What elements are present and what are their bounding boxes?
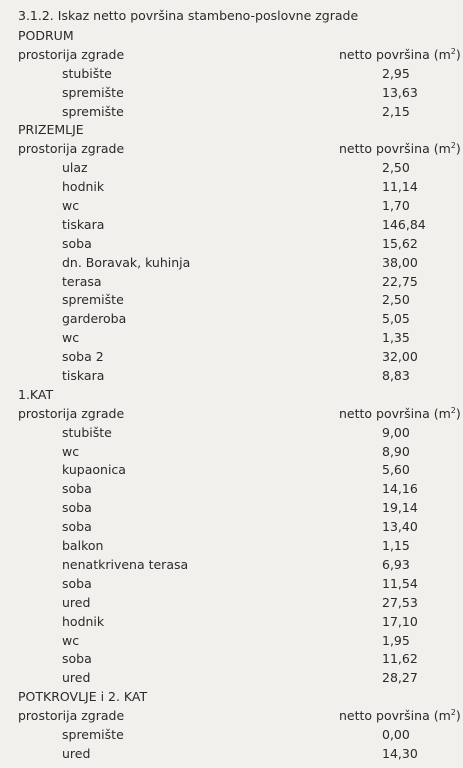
room-row bbox=[0, 367, 463, 386]
section-label: PRIZEMLJE bbox=[18, 122, 84, 138]
room-name: hodnik bbox=[62, 179, 105, 195]
room-name: soba bbox=[62, 519, 92, 535]
room-row bbox=[0, 329, 463, 348]
column-header-area-close: ) bbox=[455, 141, 461, 157]
room-row bbox=[0, 235, 463, 254]
room-name: soba bbox=[62, 500, 92, 516]
room-area: 0,00 bbox=[382, 726, 410, 742]
room-row bbox=[0, 537, 463, 556]
room-area: 146,84 bbox=[382, 216, 426, 232]
room-area: 17,10 bbox=[382, 613, 418, 629]
room-name: ured bbox=[62, 594, 91, 610]
room-row bbox=[0, 480, 463, 499]
room-row bbox=[0, 499, 463, 518]
room-name: spremište bbox=[62, 103, 124, 119]
room-row bbox=[0, 613, 463, 632]
room-area: 2,50 bbox=[382, 292, 410, 308]
room-name: ulaz bbox=[62, 160, 88, 176]
room-row bbox=[0, 159, 463, 178]
room-area: 15,62 bbox=[382, 235, 418, 251]
room-row bbox=[0, 650, 463, 669]
room-row bbox=[0, 461, 463, 480]
column-header-area-text: netto površina (m bbox=[339, 46, 451, 62]
column-header-area-text: netto površina (m bbox=[339, 708, 451, 724]
column-header-area-close: ) bbox=[455, 708, 461, 724]
room-row bbox=[0, 103, 463, 122]
room-area: 8,90 bbox=[382, 443, 410, 459]
room-name: soba bbox=[62, 235, 92, 251]
room-area: 27,53 bbox=[382, 594, 418, 610]
room-row bbox=[0, 726, 463, 745]
column-header-area-unit-exponent: 2 bbox=[450, 141, 456, 151]
section-label: POTKROVLJE i 2. KAT bbox=[18, 689, 148, 705]
room-name: garderoba bbox=[62, 311, 127, 327]
column-header-area-text: netto površina (m bbox=[339, 405, 451, 421]
column-header-area-close: ) bbox=[455, 46, 461, 62]
room-row bbox=[0, 291, 463, 310]
room-area: 5,60 bbox=[382, 462, 410, 478]
room-row bbox=[0, 424, 463, 443]
room-name: spremište bbox=[62, 292, 124, 308]
room-area: 1,35 bbox=[382, 330, 410, 346]
room-area: 9,00 bbox=[382, 424, 410, 440]
room-row bbox=[0, 310, 463, 329]
room-row bbox=[0, 273, 463, 292]
room-row bbox=[0, 216, 463, 235]
room-area: 11,14 bbox=[382, 179, 418, 195]
room-row bbox=[0, 745, 463, 764]
column-header-area-close: ) bbox=[455, 405, 461, 421]
column-header-row bbox=[0, 140, 463, 159]
column-header-area bbox=[339, 46, 461, 65]
room-name: soba 2 bbox=[62, 349, 104, 365]
room-area: 13,63 bbox=[382, 84, 418, 100]
floor-section bbox=[0, 688, 463, 764]
room-row bbox=[0, 254, 463, 273]
room-row bbox=[0, 632, 463, 651]
room-area: 2,15 bbox=[382, 103, 410, 119]
room-row bbox=[0, 594, 463, 613]
floor-section bbox=[0, 121, 463, 385]
room-name: tiskara bbox=[62, 216, 105, 232]
room-row bbox=[0, 518, 463, 537]
room-row bbox=[0, 84, 463, 103]
room-name: ured bbox=[62, 745, 91, 761]
room-name: soba bbox=[62, 575, 92, 591]
room-area: 28,27 bbox=[382, 670, 418, 686]
room-name: terasa bbox=[62, 273, 102, 289]
room-name: spremište bbox=[62, 84, 124, 100]
room-name: dn. Boravak, kuhinja bbox=[62, 254, 191, 270]
column-header-row bbox=[0, 46, 463, 65]
room-area: 11,62 bbox=[382, 651, 418, 667]
room-name: tiskara bbox=[62, 368, 105, 384]
area-sections bbox=[0, 27, 463, 764]
column-header-area bbox=[339, 405, 461, 424]
room-name: nenatkrivena terasa bbox=[62, 556, 189, 572]
room-name: stubište bbox=[62, 65, 112, 81]
column-header-room: prostorija zgrade bbox=[18, 46, 125, 62]
room-area: 2,95 bbox=[382, 65, 410, 81]
column-header-area-unit-exponent: 2 bbox=[450, 405, 456, 415]
room-row bbox=[0, 669, 463, 688]
room-row bbox=[0, 443, 463, 462]
room-name: spremište bbox=[62, 726, 124, 742]
room-area: 2,50 bbox=[382, 160, 410, 176]
room-area: 11,54 bbox=[382, 575, 418, 591]
floor-section bbox=[0, 27, 463, 121]
room-row bbox=[0, 348, 463, 367]
room-area: 1,15 bbox=[382, 538, 410, 554]
room-area: 1,70 bbox=[382, 198, 410, 214]
column-header-area-unit-exponent: 2 bbox=[450, 46, 456, 56]
room-area: 38,00 bbox=[382, 254, 418, 270]
column-header-area bbox=[339, 707, 461, 726]
room-area: 5,05 bbox=[382, 311, 410, 327]
room-name: kupaonica bbox=[62, 462, 126, 478]
room-area: 6,93 bbox=[382, 556, 410, 572]
room-row bbox=[0, 65, 463, 84]
room-row bbox=[0, 178, 463, 197]
room-area: 8,83 bbox=[382, 368, 410, 384]
floor-section bbox=[0, 386, 463, 688]
room-name: soba bbox=[62, 651, 92, 667]
room-name: ured bbox=[62, 670, 91, 686]
room-row bbox=[0, 556, 463, 575]
room-area: 22,75 bbox=[382, 273, 418, 289]
page-title: 3.1.2. Iskaz netto površina stambeno-poslovne zgrade bbox=[18, 8, 359, 23]
column-header-row bbox=[0, 707, 463, 726]
column-header-area bbox=[339, 140, 461, 159]
room-area: 14,16 bbox=[382, 481, 418, 497]
column-header-row bbox=[0, 405, 463, 424]
room-name: soba bbox=[62, 481, 92, 497]
column-header-room: prostorija zgrade bbox=[18, 708, 125, 724]
room-area: 19,14 bbox=[382, 500, 418, 516]
room-name: wc bbox=[62, 632, 80, 648]
room-area: 32,00 bbox=[382, 349, 418, 365]
column-header-area-text: netto površina (m bbox=[339, 141, 451, 157]
column-header-room: prostorija zgrade bbox=[18, 405, 125, 421]
room-row bbox=[0, 197, 463, 216]
room-area: 14,30 bbox=[382, 745, 418, 761]
room-row bbox=[0, 575, 463, 594]
room-name: wc bbox=[62, 443, 80, 459]
room-name: wc bbox=[62, 330, 80, 346]
room-name: wc bbox=[62, 198, 80, 214]
room-name: stubište bbox=[62, 424, 112, 440]
column-header-room: prostorija zgrade bbox=[18, 141, 125, 157]
room-area: 13,40 bbox=[382, 519, 418, 535]
column-header-area-unit-exponent: 2 bbox=[450, 707, 456, 717]
room-area: 1,95 bbox=[382, 632, 410, 648]
room-name: balkon bbox=[62, 538, 104, 554]
section-label: PODRUM bbox=[18, 28, 74, 43]
section-label: 1.KAT bbox=[18, 386, 54, 402]
room-name: hodnik bbox=[62, 613, 105, 629]
